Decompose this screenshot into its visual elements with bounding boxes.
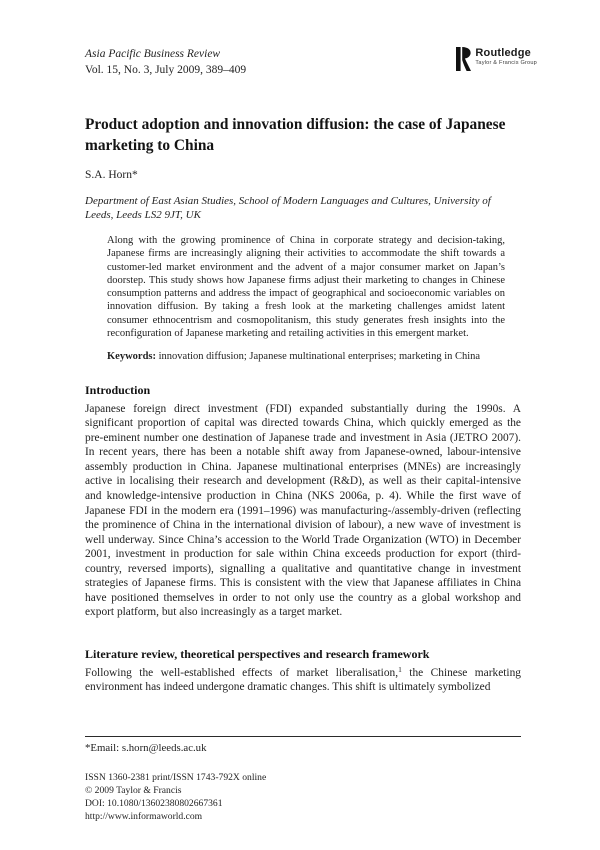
publisher-name: Routledge	[475, 47, 531, 59]
keywords-block	[107, 350, 505, 363]
publisher-url: http://www.informaworld.com	[85, 811, 203, 822]
article-title: Product adoption and innovation diffusion: the case of Japanese marketing to China	[85, 116, 506, 154]
section-heading-introduction: Introduction	[85, 382, 151, 397]
imprint-block	[85, 771, 521, 823]
journal-info	[85, 46, 246, 78]
copyright-line: © 2009 Taylor & Francis	[85, 785, 182, 796]
lit-para-text-before: Following the well-established effects of market liberalisation,	[85, 666, 399, 679]
section-heading-literature-review: Literature review, theoretical perspectives and research framework	[85, 646, 430, 661]
journal-issue-line: Vol. 15, No. 3, July 2009, 389–409	[85, 64, 247, 76]
publisher-tagline: Taylor & Francis Group	[475, 60, 537, 66]
routledge-logo	[456, 47, 537, 76]
journal-title: Asia Pacific Business Review	[85, 48, 221, 60]
keywords-list: innovation diffusion; Japanese multinational enterprises; marketing in China	[156, 351, 481, 363]
page-header	[85, 46, 537, 78]
author-name: S.A. Horn*	[85, 169, 138, 181]
footnote-marker: 1	[398, 664, 402, 674]
abstract-text: Along with the growing prominence of China in corporate strategy and decision-taking, Japanese firms are increasingly aligning their activities to accommodate the shift towards a customer-led market environment and the advent of a major consumer market on Japan’s doorstep. This study shows how Japanese firms adjust their marketing to changes in Chinese consumption patterns and address the impact of geographical and socioeconomic variables on innovation diffusion. By taking a fresh look at the marketing challenges amidst latent consumer ethnocentrism and cosmopolitanism, this study generates fresh insights into the reconfiguration of Japanese marketing and retailing activities in this emergent market.	[107, 235, 505, 340]
footnote-divider	[85, 736, 521, 737]
literature-review-paragraph	[85, 666, 521, 695]
page-content	[85, 46, 537, 695]
author-affiliation: Department of East Asian Studies, School of Modern Languages and Cultures, University of Leeds, Leeds LS2 9JT, UK	[85, 195, 491, 221]
routledge-mark-icon	[456, 47, 471, 76]
issn-line: ISSN 1360-2381 print/ISSN 1743-792X online	[85, 772, 267, 783]
introduction-paragraph: Japanese foreign direct investment (FDI) expanded substantially during the 1990s. A significant proportion of capital was directed towards China, which quickly emerged as the pre-eminent number one destination of Japanese trade and investment in Asia (JETRO 2007). In recent years, there has been a notable shift away from Japanese-owned, labour-intensive assembly production in China. Japanese multinational enterprises (MNEs) are increasingly active in localising their research and development (R&D), as well as their capital-intensive and knowledge-intensive production in China (NKS 2006a, p. 4). While the first wave of Japanese FDI in the modern era (1991–1996) was manufacturing-/assembly-driven (reflecting the prominence of China in the international division of labour), a new wave of investment is well underway. Since China’s accession to the World Trade Organization (WTO) in December 2001, investment in production for sale within China exceeds production for export (third-country, reversed imports), signalling a qualitative and quantitative change in investment strategies of Japanese firms. This is consistent with the view that Japanese affiliates in China have positioned themselves in order to not only use the country as a global workshop and export platform, but also increasingly as a target market.	[85, 402, 521, 619]
keywords-label: Keywords:	[107, 351, 156, 363]
lit-para-text-after: the Chinese marketing environment has indeed undergone dramatic changes. This shift is ultimately symbolized	[85, 666, 521, 694]
routledge-logo-text	[475, 47, 537, 67]
corresponding-email: *Email: s.horn@leeds.ac.uk	[85, 742, 207, 754]
doi-line: DOI: 10.1080/13602380802667361	[85, 798, 223, 809]
footnote-area	[85, 736, 521, 823]
